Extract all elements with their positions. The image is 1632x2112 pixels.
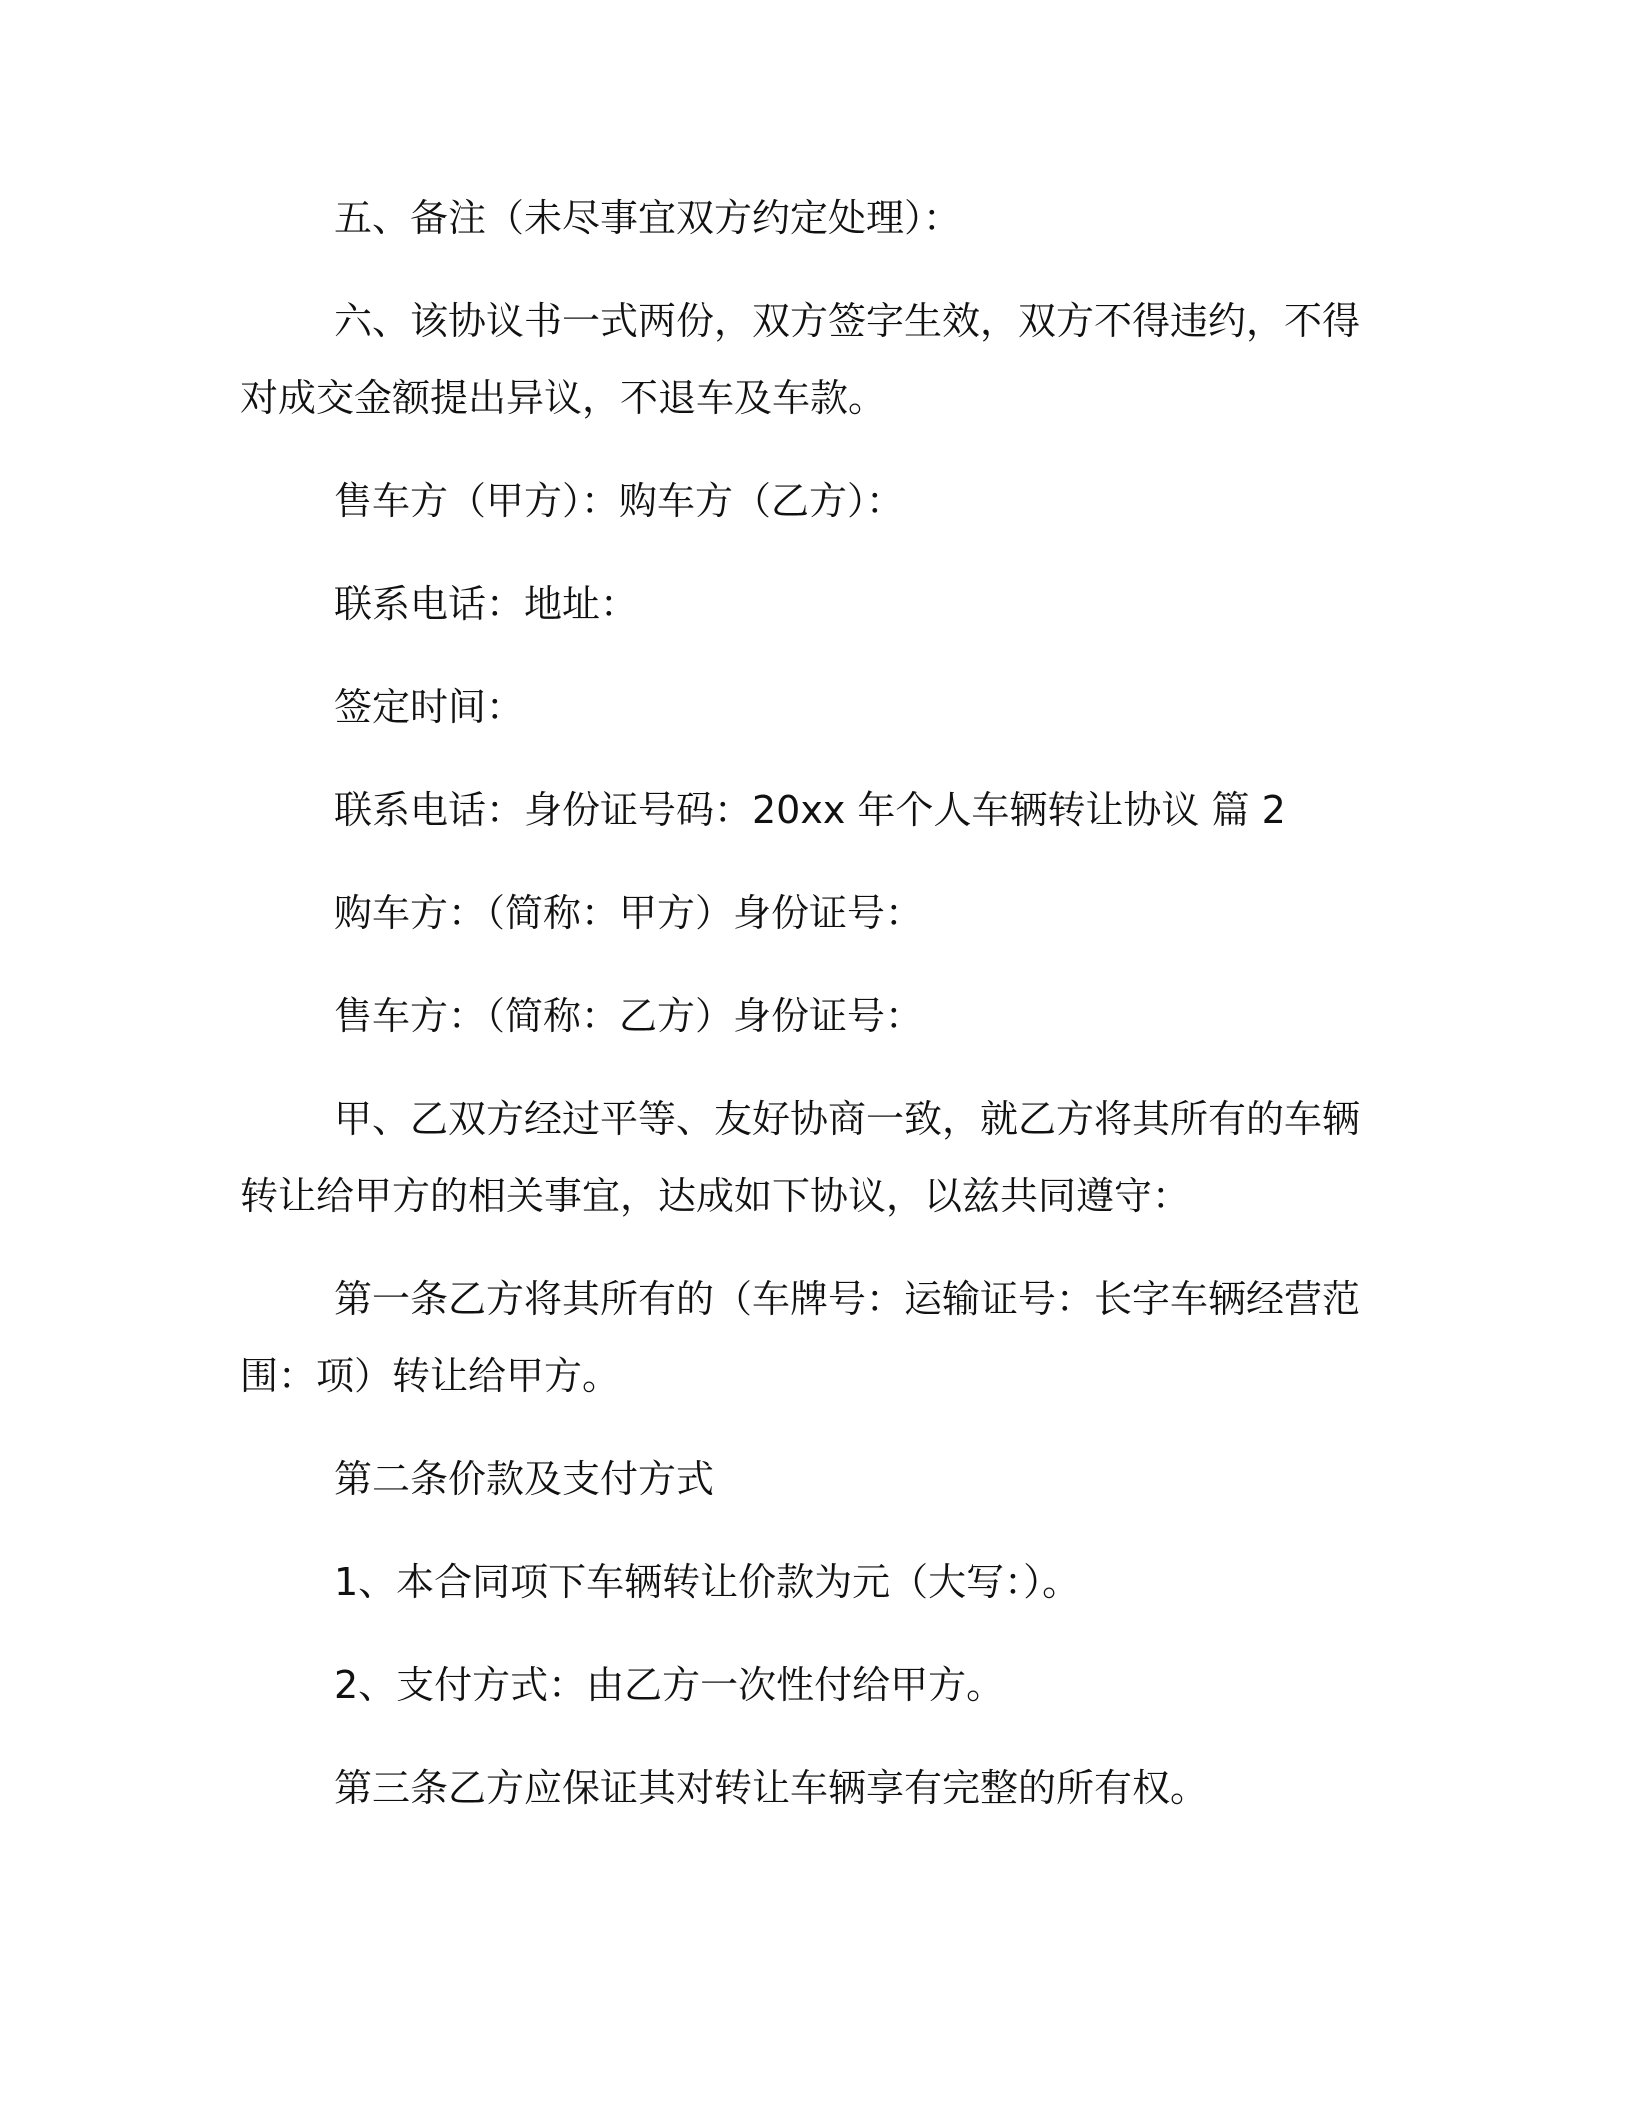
article-2-item-2: 2、支付方式：由乙方一次性付给甲方。 bbox=[334, 1663, 1005, 1707]
phone-address-line: 联系电话：地址： bbox=[334, 582, 639, 626]
signing-date-line: 签定时间： bbox=[334, 685, 525, 729]
clause-5-remarks: 五、备注（未尽事宜双方约定处理）： bbox=[334, 196, 962, 240]
article-2-item-1: 1、本合同项下车辆转让价款为元（大写：）。 bbox=[334, 1560, 1081, 1604]
article-2-heading: 第二条价款及支付方式 bbox=[334, 1457, 715, 1501]
article-1: 第一条乙方将其所有的（车牌号：运输证号：长字车辆经营范围：项）转让给甲方。 bbox=[240, 1277, 1361, 1398]
agreement-preamble: 甲、乙双方经过平等、友好协商一致，就乙方将其所有的车辆转让给甲方的相关事宜，达成如下协议，以兹共同遵守： bbox=[240, 1097, 1361, 1218]
seller-id-line: 售车方：（简称：乙方）身份证号： bbox=[334, 994, 924, 1038]
clause-6-copies: 六、该协议书一式两份，双方签字生效，双方不得违约，不得对成交金额提出异议，不退车及车款。 bbox=[240, 299, 1361, 420]
seller-buyer-line: 售车方（甲方）：购车方（乙方）： bbox=[334, 479, 905, 523]
article-3: 第三条乙方应保证其对转让车辆享有完整的所有权。 bbox=[334, 1766, 1209, 1810]
buyer-id-line: 购车方：（简称：甲方）身份证号： bbox=[334, 891, 924, 935]
phone-id-heading-line: 联系电话：身份证号码：20xx 年个人车辆转让协议 篇 2 bbox=[334, 788, 1286, 832]
